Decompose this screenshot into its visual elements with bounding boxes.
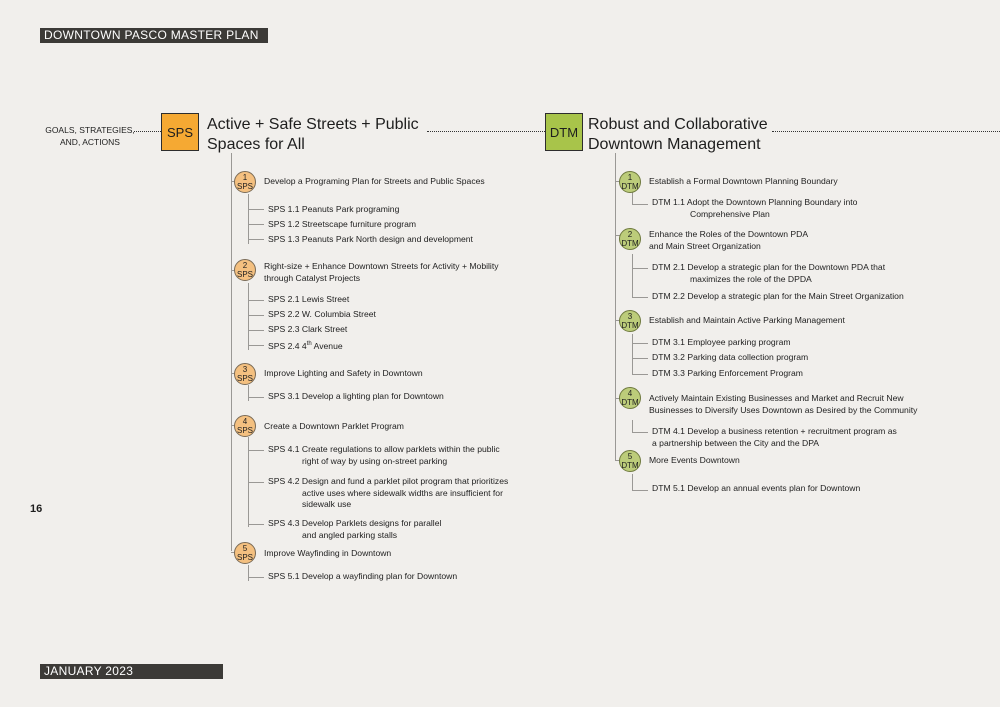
- dtm-badge-label: DTM: [549, 124, 579, 140]
- sps-action-2-2: SPS 2.2 W. Columbia Street: [268, 309, 376, 319]
- tree-line: [248, 524, 264, 525]
- tree-line: [248, 397, 264, 398]
- badge-num: 4: [627, 389, 633, 398]
- dtm-badge: [545, 113, 583, 151]
- strategy-number-badge: [619, 310, 641, 332]
- badge-num: 3: [627, 312, 633, 321]
- sps-badge: [161, 113, 199, 151]
- strategy-line: Actively Maintain Existing Businesses and Market and Recruit New: [649, 393, 904, 403]
- sps-action-4-3: [268, 518, 441, 541]
- action-line: SPS 4.3 Develop Parklets designs for parallel: [268, 518, 442, 528]
- tree-line: [632, 374, 648, 375]
- sps-badge-label: SPS: [166, 124, 193, 140]
- dtm-action-2-2: DTM 2.2 Develop a strategic plan for the Main Street Organization: [652, 291, 904, 301]
- dtm-strategy-4: [649, 393, 917, 416]
- badge-code: SPS: [236, 269, 253, 279]
- action-line: SPS 4.2 Design and fund a parklet pilot program that prioritizes: [268, 476, 509, 486]
- action-line: sidewalk use: [302, 499, 352, 509]
- action-line: a partnership between the City and the DPA: [652, 437, 820, 448]
- tree-line: [632, 358, 648, 359]
- badge-code: SPS: [236, 373, 253, 383]
- tree-line: [248, 239, 264, 240]
- badge-num: 2: [627, 230, 633, 239]
- sps-title-line2: Spaces for All: [207, 136, 305, 153]
- badge-num: 1: [627, 173, 633, 182]
- document-date: JANUARY 2023: [40, 664, 223, 679]
- tree-line: [632, 432, 648, 433]
- badge-num: 3: [242, 365, 248, 374]
- tree-line: [632, 254, 633, 297]
- tree-line: [248, 194, 249, 244]
- tree-line: [632, 420, 633, 432]
- badge-code: DTM: [621, 238, 639, 248]
- sps-action-4-1: [268, 444, 500, 467]
- badge-num: 5: [627, 452, 633, 461]
- dtm-strategy-5: More Events Downtown: [649, 455, 740, 465]
- sps-strategy-5: Improve Wayfinding in Downtown: [264, 548, 392, 558]
- tree-line: [248, 450, 264, 451]
- action-line: maximizes the role of the DPDA: [690, 273, 812, 284]
- dtm-action-2-1: [652, 262, 885, 285]
- strategy-number-badge: [619, 450, 641, 472]
- badge-num: 2: [242, 261, 248, 270]
- tree-line: [248, 565, 249, 581]
- tree-line: [231, 153, 232, 551]
- dtm-strategy-3: Establish and Maintain Active Parking Management: [649, 315, 845, 325]
- dtm-action-3-2: DTM 3.2 Parking data collection program: [652, 352, 809, 362]
- ordinal-suffix: th: [306, 341, 312, 347]
- strategy-number-badge: [234, 542, 256, 564]
- tree-line: [632, 268, 648, 269]
- dtm-action-1-1: [652, 197, 857, 220]
- tree-line: [248, 283, 249, 350]
- sps-action-2-1: SPS 2.1 Lewis Street: [268, 294, 350, 304]
- badge-code: DTM: [621, 397, 639, 407]
- sps-goal-title: [207, 115, 419, 155]
- badge-code: DTM: [621, 320, 639, 330]
- strategy-number-badge: [619, 171, 641, 193]
- badge-code: SPS: [236, 425, 253, 435]
- strategy-line: Right-size + Enhance Downtown Streets for Activity + Mobility: [264, 261, 499, 271]
- strategy-line: Businesses to Diversify Uses Downtown as Desired by the Community: [649, 404, 918, 415]
- dtm-strategy-1: Establish a Formal Downtown Planning Boundary: [649, 176, 838, 186]
- tree-line: [248, 300, 264, 301]
- sps-action-5-1: SPS 5.1 Develop a wayfinding plan for Downtown: [268, 571, 458, 581]
- sps-strategy-4: Create a Downtown Parklet Program: [264, 421, 404, 431]
- action-line: active uses where sidewalk widths are insufficient for: [302, 487, 503, 498]
- badge-code: SPS: [236, 181, 253, 191]
- sps-action-1-1: SPS 1.1 Peanuts Park programing: [268, 204, 400, 214]
- strategy-number-badge: [234, 171, 256, 193]
- tree-line: [248, 482, 264, 483]
- tree-line: [632, 343, 648, 344]
- dotted-connector: [772, 131, 1000, 132]
- document-header: DOWNTOWN PASCO MASTER PLAN: [40, 28, 268, 43]
- tree-line: [632, 204, 648, 205]
- dtm-action-3-3: DTM 3.3 Parking Enforcement Program: [652, 368, 803, 378]
- goals-label: [42, 124, 138, 148]
- badge-num: 5: [242, 544, 248, 553]
- sps-action-4-2: [268, 476, 508, 511]
- dtm-action-5-1: DTM 5.1 Develop an annual events plan for Downtown: [652, 483, 861, 493]
- action-text: Avenue: [311, 340, 343, 351]
- strategy-number-badge: [619, 228, 641, 250]
- action-line: Comprehensive Plan: [690, 208, 770, 219]
- action-line: SPS 4.1 Create regulations to allow parklets within the public: [268, 444, 500, 454]
- strategy-number-badge: [619, 387, 641, 409]
- tree-line: [248, 224, 264, 225]
- badge-code: DTM: [621, 460, 639, 470]
- tree-line: [632, 490, 648, 491]
- badge-code: DTM: [621, 181, 639, 191]
- sps-action-2-3: SPS 2.3 Clark Street: [268, 324, 348, 334]
- tree-line: [632, 297, 648, 298]
- goals-label-line2: AND, ACTIONS: [60, 137, 120, 147]
- page-number: 16: [30, 503, 43, 515]
- tree-line: [632, 192, 633, 204]
- dotted-connector: [134, 131, 161, 132]
- dtm-goal-title: [588, 115, 768, 155]
- sps-strategy-2: [264, 261, 499, 284]
- strategy-number-badge: [234, 363, 256, 385]
- badge-code: SPS: [236, 552, 253, 562]
- dtm-title-line2: Downtown Management: [588, 136, 761, 153]
- sps-action-1-2: SPS 1.2 Streetscape furniture program: [268, 219, 417, 229]
- tree-line: [248, 209, 264, 210]
- sps-title-line1: Active + Safe Streets + Public: [207, 116, 419, 133]
- tree-line: [248, 330, 264, 331]
- action-line: DTM 1.1 Adopt the Downtown Planning Boundary into: [652, 197, 858, 207]
- action-line: right of way by using on-street parking: [302, 455, 448, 466]
- sps-strategy-1: Develop a Programing Plan for Streets and Public Spaces: [264, 176, 485, 186]
- strategy-number-badge: [234, 259, 256, 281]
- tree-line: [248, 385, 249, 401]
- goals-label-line1: GOALS, STRATEGIES,: [45, 125, 135, 135]
- dtm-title-line1: Robust and Collaborative: [588, 116, 768, 133]
- dtm-strategy-2: [649, 229, 808, 252]
- tree-line: [632, 334, 633, 374]
- badge-num: 1: [242, 173, 248, 182]
- strategy-line: Enhance the Roles of the Downtown PDA: [649, 229, 809, 239]
- action-line: DTM 4.1 Develop a business retention + recruitment program as: [652, 426, 897, 436]
- action-line: and angled parking stalls: [302, 529, 398, 540]
- tree-line: [248, 577, 264, 578]
- strategy-number-badge: [234, 415, 256, 437]
- action-text: SPS 2.4 4: [268, 340, 307, 351]
- sps-action-1-3: SPS 1.3 Peanuts Park North design and development: [268, 234, 473, 244]
- tree-line: [615, 153, 616, 461]
- action-line: DTM 2.1 Develop a strategic plan for the Downtown PDA that: [652, 262, 886, 272]
- badge-num: 4: [242, 417, 248, 426]
- dtm-action-4-1: [652, 426, 897, 449]
- sps-strategy-3: Improve Lighting and Safety in Downtown: [264, 368, 423, 378]
- sps-action-2-4: [268, 339, 343, 352]
- strategy-line: through Catalyst Projects: [264, 272, 361, 283]
- tree-line: [248, 315, 264, 316]
- dtm-action-3-1: DTM 3.1 Employee parking program: [652, 337, 791, 347]
- tree-line: [632, 474, 633, 490]
- dotted-connector: [427, 131, 545, 132]
- sps-action-3-1: SPS 3.1 Develop a lighting plan for Downtown: [268, 391, 444, 401]
- strategy-line: and Main Street Organization: [649, 240, 761, 251]
- tree-line: [248, 345, 264, 346]
